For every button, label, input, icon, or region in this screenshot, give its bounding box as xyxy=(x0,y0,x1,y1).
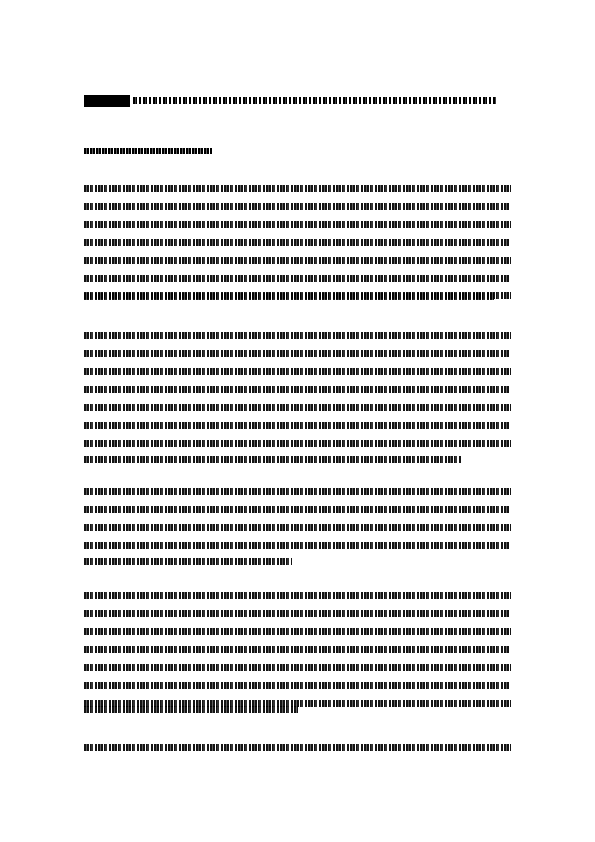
text-line xyxy=(84,404,511,411)
document-subheading xyxy=(84,148,212,154)
text-line xyxy=(84,558,292,565)
text-line xyxy=(84,488,511,495)
text-line xyxy=(84,542,510,549)
text-line xyxy=(84,682,510,689)
text-line xyxy=(84,221,511,228)
text-line xyxy=(84,422,510,429)
text-line xyxy=(84,440,511,447)
heading-text xyxy=(0,0,1,1)
text-line xyxy=(84,257,511,264)
text-line xyxy=(84,332,511,339)
text-line xyxy=(84,610,510,617)
text-line xyxy=(84,628,511,635)
text-line xyxy=(84,524,511,531)
text-line xyxy=(84,239,510,246)
text-line xyxy=(84,456,462,463)
heading-highlight xyxy=(84,95,130,107)
text-line xyxy=(84,275,510,282)
text-line xyxy=(84,386,510,393)
text-line xyxy=(84,664,511,671)
text-line xyxy=(84,506,510,513)
text-line xyxy=(84,706,298,713)
subheading-text xyxy=(0,0,1,1)
text-line xyxy=(84,744,511,751)
text-line xyxy=(84,368,511,375)
text-line xyxy=(84,350,510,357)
document-heading xyxy=(133,97,496,104)
text-line xyxy=(84,646,510,653)
text-line xyxy=(84,203,510,210)
text-line xyxy=(84,185,511,192)
text-line xyxy=(84,293,494,300)
text-line xyxy=(84,592,511,599)
